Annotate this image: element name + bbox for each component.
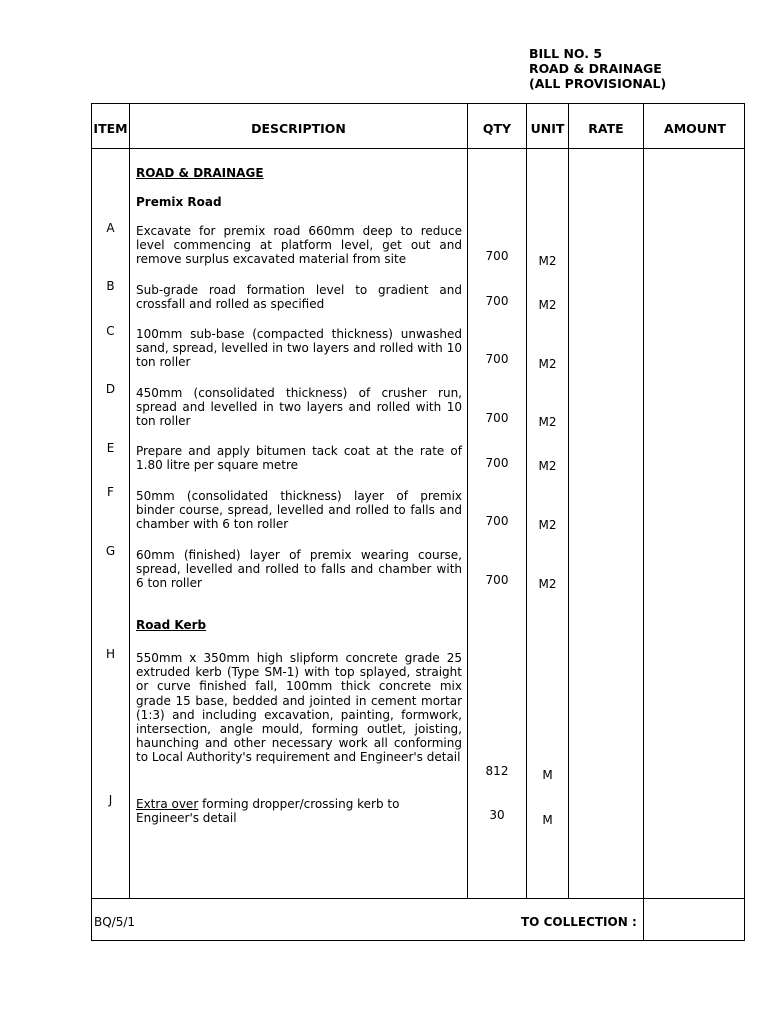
item-qty: 700 [485,294,509,308]
col-divider-rate [643,104,644,940]
to-collection-label: TO COLLECTION : [521,915,637,929]
item-code: A [106,221,115,235]
item-unit: M2 [538,577,557,591]
item-description-text: forming dropper/crossing kerb to Engineer's detail [136,797,400,826]
col-divider-unit [568,104,569,898]
item-unit: M2 [538,298,557,312]
item-qty: 700 [485,411,509,425]
item-code: B [106,279,115,293]
item-code: E [106,441,115,455]
item-description: Sub-grade road formation level to gradient and crossfall and rolled as specified [136,283,462,312]
subsection-road-kerb: Road Kerb [136,618,207,632]
item-code: J [108,793,113,807]
item-unit: M [542,768,553,782]
item-code: C [106,324,115,338]
column-header-qty: QTY [482,121,512,136]
item-qty: 812 [485,764,509,778]
item-unit: M [542,813,553,827]
item-code: D [105,382,116,396]
page-reference: BQ/5/1 [94,915,136,929]
item-qty: 700 [485,352,509,366]
bill-header [529,46,666,91]
item-description: 450mm (consolidated thickness) of crusher run, spread and levelled in two layers and rolled with 10 ton roller [136,386,462,429]
item-qty: 700 [485,249,509,263]
item-code: H [105,647,116,661]
item-code: F [107,485,114,499]
column-header-amount: AMOUNT [664,121,726,136]
item-qty: 700 [485,573,509,587]
bill-table [91,103,745,941]
item-qty: 700 [485,456,509,470]
item-qty: 700 [485,514,509,528]
item-description: 50mm (consolidated thickness) layer of premix binder course, spread, levelled and rolled to falls and chamber with 6 ton roller [136,489,462,532]
item-unit: M2 [538,518,557,532]
item-description: 550mm x 350mm high slipform concrete grade 25 extruded kerb (Type SM-1) with top splayed, straight or curve finished fall, 100mm thick concrete mix grade 15 base, bedded and jointed in cement mortar (1:3) and including excavation, painting, formwork, intersection, angle mould, forming outlet, joisting, haunching and other necessary work all conforming to Local Authority's requirement and Engineer's detail [136,651,462,765]
bill-number: BILL NO. 5 [529,46,603,61]
column-header-item: ITEM [93,121,128,136]
item-description: Excavate for premix road 660mm deep to reduce level commencing at platform level, get out and remove surplus excavated material from site [136,224,462,267]
header-row-divider [92,148,744,149]
item-unit: M2 [538,415,557,429]
bill-subtitle: (ALL PROVISIONAL) [529,76,667,91]
extra-over-label: Extra over [136,797,199,811]
item-unit: M2 [538,254,557,268]
item-qty: 30 [489,808,505,822]
item-unit: M2 [538,459,557,473]
column-header-rate: RATE [588,121,624,136]
column-header-description: DESCRIPTION [251,121,346,136]
item-description: 60mm (finished) layer of premix wearing course, spread, levelled and rolled to falls and chamber with 6 ton roller [136,548,462,591]
item-description: Prepare and apply bitumen tack coat at the rate of 1.80 litre per square metre [136,444,462,473]
item-description: 100mm sub-base (compacted thickness) unwashed sand, spread, levelled in two layers and rolled with 10 ton roller [136,327,462,370]
section-heading-road-drainage: ROAD & DRAINAGE [136,166,264,180]
bill-title: ROAD & DRAINAGE [529,61,662,76]
col-divider-description [467,104,468,898]
item-code: G [105,544,116,558]
item-description [136,797,462,825]
column-header-unit: UNIT [530,121,565,136]
subsection-premix-road: Premix Road [136,195,222,209]
col-divider-item [129,104,130,898]
item-unit: M2 [538,357,557,371]
footer-row-divider [92,898,744,899]
